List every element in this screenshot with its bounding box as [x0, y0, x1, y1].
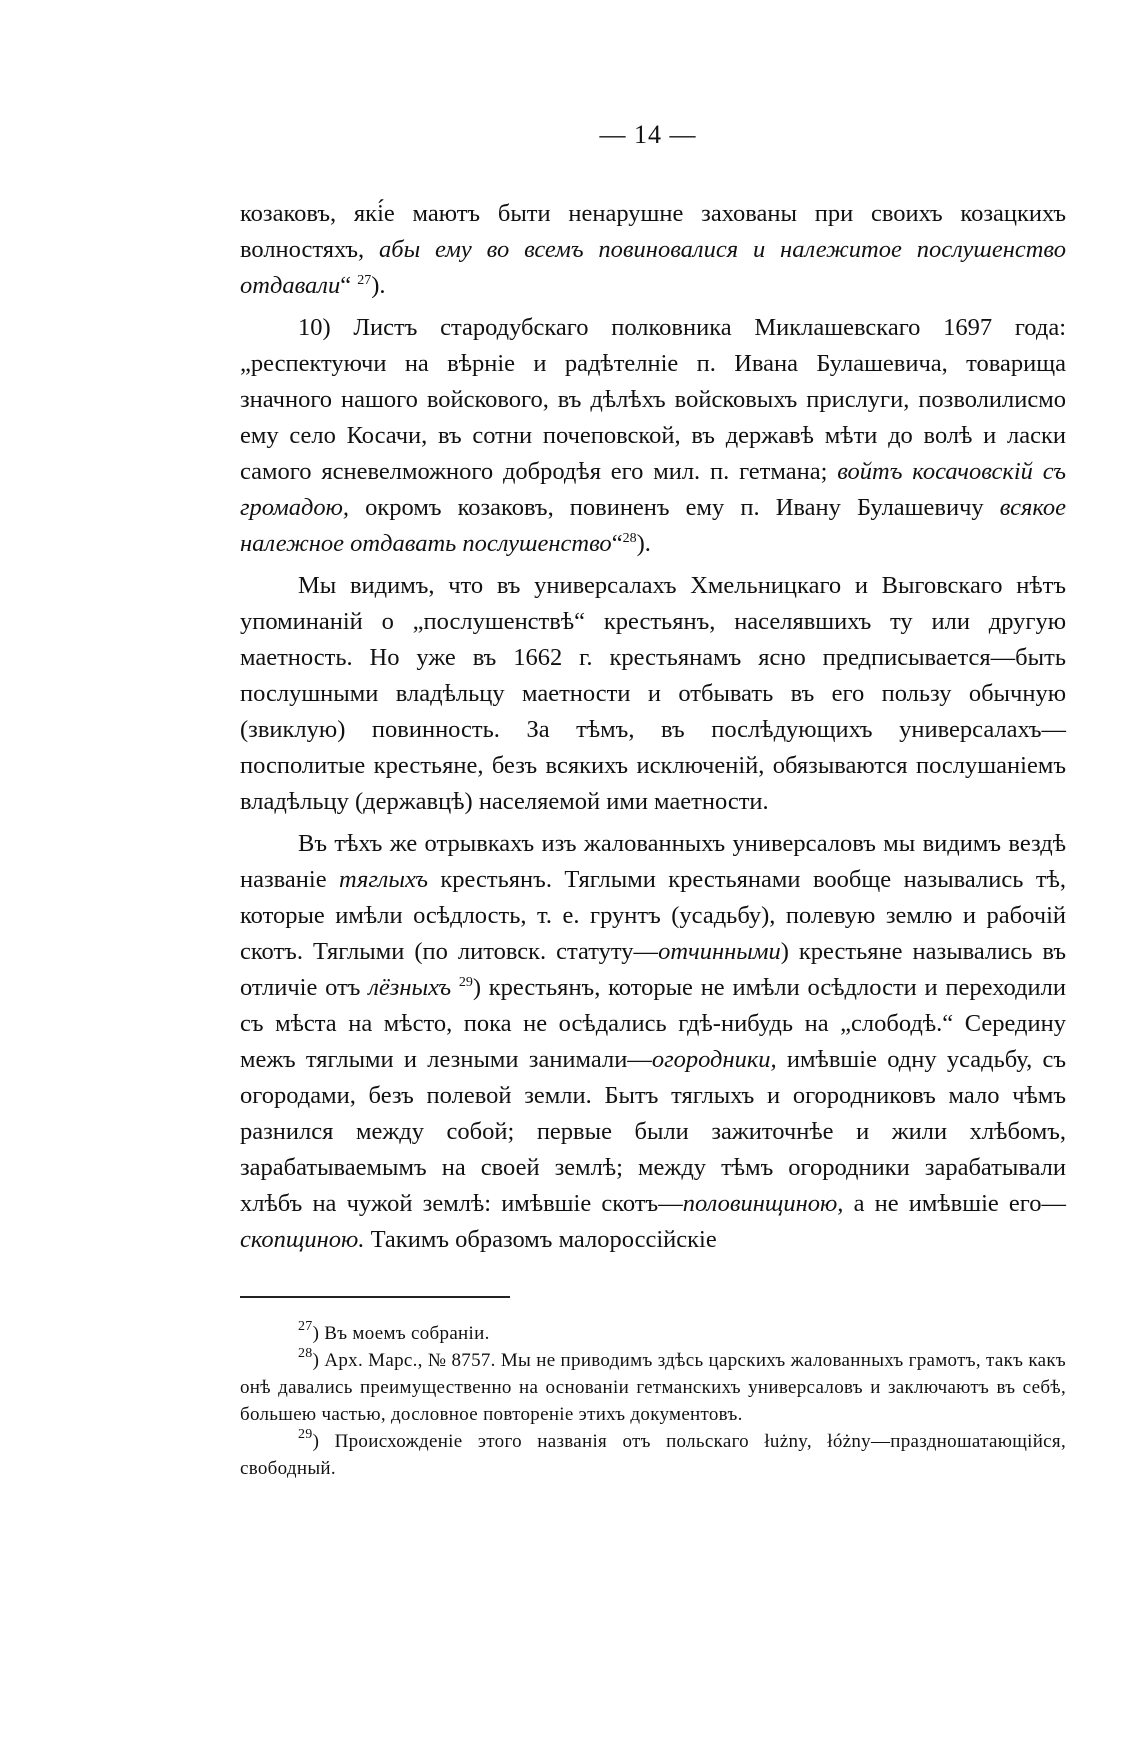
italic-term: половинщиною, [682, 1190, 844, 1217]
document-page [240, 120, 1066, 1482]
footnote-28: $^{28}$) Арх. Марс., № 8757. Мы не приводимъ здѣсь царскихъ жалованныхъ грамотъ, такъ какъ онѣ давались преимущественно на основаніи гетманскихъ универсаловъ и заключаютъ въ себѣ, большею частью, дословное повтореніе этихъ документовъ. [240, 1346, 1066, 1425]
footnote-29: $^{29}$) Происхожденіе этого названія отъ польскаго łużny, łóżny—праздношатающійся, свободный. [240, 1427, 1066, 1479]
footnote-ref-27[interactable]: 27 [357, 273, 372, 288]
italic-term: огородники, [651, 1046, 777, 1073]
footnote-27: $^{27}$) Въ моемъ собраніи. [298, 1319, 490, 1344]
footnote-ref-29[interactable]: 29 [458, 975, 473, 990]
footnote-divider [240, 1296, 510, 1298]
paragraph-3: Мы видимъ, что въ универсалахъ Хмельницкаго и Выговскаго нѣтъ упоминаній о „послушенствѣ“ крестьянъ, населявшихъ ту или другую маетность. Но уже въ 1662 г. крестьянамъ ясно предписывается—быть послушными владѣльцу маетности и отбывать въ его пользу обычную (звиклую) повинность. За тѣмъ, въ послѣдующихъ универсалахъ—посполитые крестьяне, безъ всякихъ исключеній, обязываются послушаніемъ владѣльцу (державцѣ) населяемой ими маетности. [240, 572, 1066, 815]
italic-term: тяглыхъ [339, 866, 428, 893]
paragraph-1: козаковъ, які́е маютъ быти ненарушне захованы при своихъ козацкихъ волностяхъ, абы ему во всемъ повиновалися и належитое послушенство отдавали“ $^{27}$). [240, 200, 1066, 299]
italic-quote: войтъ косачовскій съ громадою, [240, 458, 1067, 521]
main-text [240, 196, 1066, 1258]
italic-quote: абы ему во всемъ повиновалися и належитое послушенство отдавали [240, 236, 1066, 299]
italic-term: скопщиною. [240, 1226, 365, 1253]
page-number: — 14 — [599, 120, 697, 149]
italic-term: лёзныхъ [368, 974, 452, 1001]
italic-quote: всякое належное отдавать послушенство [240, 494, 1066, 557]
italic-term: отчинными [658, 938, 781, 965]
paragraph-4: Въ тѣхъ же отрывкахъ изъ жалованныхъ универсаловъ мы видимъ вездѣ названіе тяглыхъ крестьянъ. Тяглыми крестьянами вообще назывались тѣ, которые имѣли осѣдлость, т. е. грунтъ (усадьбу), полевую землю и рабочій скотъ. Тяглыми (по литовск. статуту—отчинными) крестьяне назывались въ отличіе отъ лёзныхъ $^{29}$) крестьянъ, которые не имѣли осѣдлости и переходили съ мѣста на мѣсто, пока не осѣдались гдѣ-нибудь на „слободѣ.“ Середину межъ тяглыми и лезными занимали—огородники, имѣвшіе одну усадьбу, съ огородами, безъ полевой земли. Бытъ тяглыхъ и огородниковъ мало чѣмъ разнился между собой; первые были зажиточнѣе и жили хлѣбомъ, зарабатываемымъ на своей землѣ; между тѣмъ огородники зарабатывали хлѣбъ на чужой землѣ: имѣвшіе скотъ—половинщиною, а не имѣвшіе его—скопщиною. Такимъ образомъ малороссійскіе [240, 830, 1067, 1253]
footnotes [240, 1320, 1066, 1482]
paragraph-2: 10) Листъ стародубскаго полковника Миклашевскаго 1697 года: „респектуючи на вѣрніе и радѣтелніе п. Ивана Булашевича, товарища значного нашого войскового, въ дѣлѣхъ войсковыхъ прислуги, позволилисмо ему село Косачи, въ сотни почеповской, въ державѣ мѣти до волѣ и ласки самого ясневелможного добродѣя его мил. п. гетмана; войтъ косачовскій съ громадою, окромъ козаковъ, повиненъ ему п. Ивану Булашевичу всякое належное отдавать послушенство“$^{28}$). [240, 314, 1067, 557]
footnote-ref-28[interactable]: 28 [622, 531, 637, 546]
